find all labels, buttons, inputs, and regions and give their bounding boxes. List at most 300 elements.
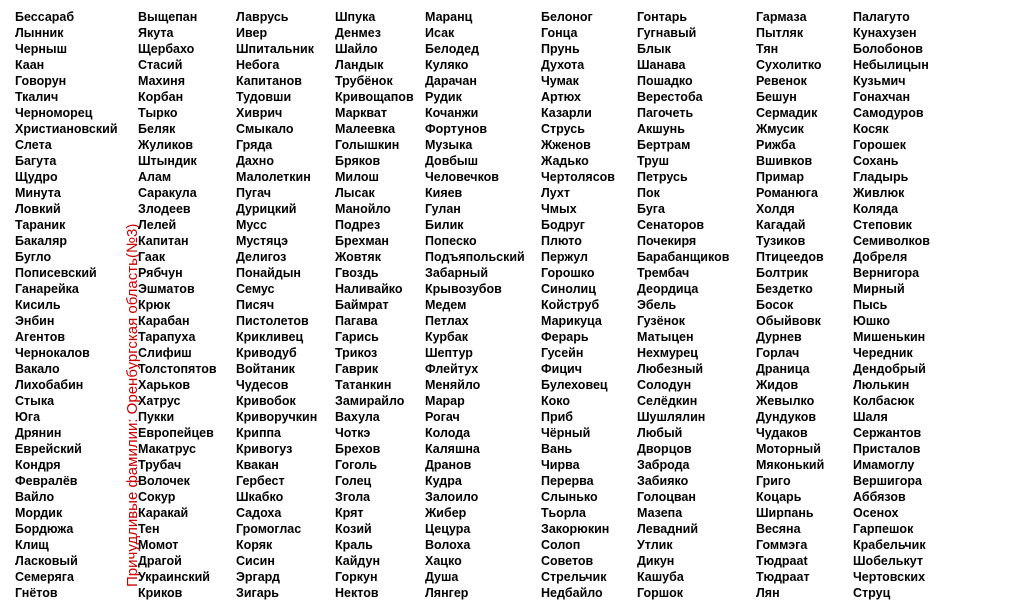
surname-item: Медем — [425, 298, 467, 312]
surname-item: Петлах — [425, 314, 469, 328]
surname-item: Гулан — [425, 202, 461, 216]
surname-item: Горшок — [637, 586, 684, 600]
surname-item: Еврейский — [15, 442, 82, 456]
surname-column-3 — [236, 9, 317, 601]
surname-item: Трикоз — [335, 346, 378, 360]
surname-item: Крят — [335, 506, 364, 520]
surname-item: Закорюкин — [541, 522, 610, 536]
surname-item: Шаля — [853, 410, 888, 424]
surname-item: Ласковый — [15, 554, 78, 568]
surname-item: Минута — [15, 186, 61, 200]
surname-item: Бордюжа — [15, 522, 74, 536]
surname-item: Духота — [541, 58, 585, 72]
surname-item: Тырко — [138, 106, 178, 120]
surname-item: Самодуров — [853, 106, 924, 120]
surname-item: Пагочеть — [637, 106, 694, 120]
surname-item: Тен — [138, 522, 160, 536]
surname-item: Вакало — [15, 362, 60, 376]
surname-item: Кияев — [425, 186, 463, 200]
surname-item: Пок — [637, 186, 660, 200]
surname-item: Вернигора — [853, 266, 920, 280]
surname-item: Матыцен — [637, 330, 694, 344]
surname-item: Болобонов — [853, 42, 923, 56]
surname-item: Рябчун — [138, 266, 183, 280]
surname-item: Белоног — [541, 10, 593, 24]
surname-item: Чёрный — [541, 426, 591, 440]
surname-item: Мордик — [15, 506, 63, 520]
surname-item: Криводуб — [236, 346, 297, 360]
surname-item: Юшко — [853, 314, 891, 328]
surname-item: Шушлялин — [637, 410, 706, 424]
surname-item: Подъяпольский — [425, 250, 525, 264]
surname-item: Хиврич — [236, 106, 283, 120]
surname-item: Аббязов — [853, 490, 906, 504]
surname-item: Мяконький — [756, 458, 825, 472]
vertical-title: Причудливые фамилии: Оренбургская область(№3) — [124, 223, 141, 587]
surname-item: Семиволков — [853, 234, 930, 248]
surname-item: Багута — [15, 154, 57, 168]
surname-item: Труш — [637, 154, 670, 168]
surname-item: Приб — [541, 410, 574, 424]
surname-item: Небога — [236, 58, 280, 72]
surname-item: Кузьмич — [853, 74, 906, 88]
surname-item: Жженов — [541, 138, 591, 152]
surname-item: Голоцван — [637, 490, 696, 504]
surname-item: Сокур — [138, 490, 176, 504]
surname-item: Нектов — [335, 586, 379, 600]
surname-item: Гузёнок — [637, 314, 686, 328]
surname-item: Струсь — [541, 122, 585, 136]
surname-item: Живлюк — [853, 186, 905, 200]
surname-item: Украинский — [138, 570, 210, 584]
surname-item: Курбак — [425, 330, 468, 344]
surname-item: Малолеткин — [236, 170, 311, 184]
surname-item: Гарпешок — [853, 522, 914, 536]
surname-item: Коцарь — [756, 490, 802, 504]
surname-column-4 — [335, 9, 414, 601]
surname-item: Каляшна — [425, 442, 480, 456]
surname-item: Волоха — [425, 538, 471, 552]
surname-item: Эбель — [637, 298, 677, 312]
surname-item: Крывозубов — [425, 282, 502, 296]
surname-item: Верестоба — [637, 90, 703, 104]
surname-item: Сохань — [853, 154, 899, 168]
surname-item: Христиановский — [15, 122, 118, 136]
surname-item: Драгой — [138, 554, 182, 568]
surname-item: Волочек — [138, 474, 190, 488]
surname-item: Деордица — [637, 282, 699, 296]
surname-item: Гонтарь — [637, 10, 688, 24]
surname-item: Пугач — [236, 186, 272, 200]
surname-item: Кудра — [425, 474, 462, 488]
surname-item: Ферарь — [541, 330, 589, 344]
surname-item: Квакан — [236, 458, 279, 472]
surname-item: Криков — [138, 586, 183, 600]
surname-item: Слифиш — [138, 346, 192, 360]
surname-item: Эргард — [236, 570, 280, 584]
surname-item: Кочанжи — [425, 106, 479, 120]
surname-item: Селёдкин — [637, 394, 698, 408]
surname-item: Моторный — [756, 442, 821, 456]
surname-column-9 — [853, 9, 930, 601]
surname-item: Палагуто — [853, 10, 910, 24]
surname-item: Дурнев — [756, 330, 802, 344]
surname-item: Пысь — [853, 298, 888, 312]
surname-item: Акшунь — [637, 122, 685, 136]
surname-item: Войтаник — [236, 362, 295, 376]
surname-item: Сухолитко — [756, 58, 822, 72]
surname-item: Бешун — [756, 90, 797, 104]
surname-item: Гоголь — [335, 458, 378, 472]
surname-item: Семеряга — [15, 570, 74, 584]
surname-item: Наливайко — [335, 282, 403, 296]
surname-item: Степовик — [853, 218, 912, 232]
surname-item: Перерва — [541, 474, 594, 488]
surname-item: Саракула — [138, 186, 197, 200]
surname-item: Штындик — [138, 154, 197, 168]
surname-item: Драница — [756, 362, 810, 376]
surname-item: Примар — [756, 170, 804, 184]
surname-item: Замирайло — [335, 394, 405, 408]
surname-item: Гаврик — [335, 362, 379, 376]
surname-item: Левадний — [637, 522, 699, 536]
surname-item: Махиня — [138, 74, 185, 88]
surname-item: Куляко — [425, 58, 469, 72]
surname-item: Струц — [853, 586, 891, 600]
surname-item: Марикуца — [541, 314, 602, 328]
surname-item: Коряк — [236, 538, 273, 552]
surname-item: Черныш — [15, 42, 68, 56]
surname-item: Гонца — [541, 26, 578, 40]
surname-item: Дрянин — [15, 426, 62, 440]
surname-item: Казарли — [541, 106, 592, 120]
surname-item: Бакаляр — [15, 234, 68, 248]
surname-item: Гармаза — [756, 10, 807, 24]
surname-item: Босок — [756, 298, 794, 312]
surname-item: Якута — [138, 26, 174, 40]
surname-item: Говорун — [15, 74, 67, 88]
surname-item: Жибер — [425, 506, 467, 520]
surname-item: Нехмурец — [637, 346, 698, 360]
surname-item: Лян — [756, 586, 780, 600]
surname-item: Злодеев — [138, 202, 191, 216]
surname-item: Кунахузен — [853, 26, 917, 40]
surname-item: Маранц — [425, 10, 473, 24]
surname-item: Европейцев — [138, 426, 214, 440]
surname-item: Синолиц — [541, 282, 596, 296]
surname-item: Прунь — [541, 42, 580, 56]
surname-item: Чирва — [541, 458, 580, 472]
surname-item: Толстопятов — [138, 362, 217, 376]
surname-item: Момот — [138, 538, 179, 552]
surname-item: Карабан — [138, 314, 190, 328]
surname-column-6 — [541, 9, 615, 601]
surname-item: Гвоздь — [335, 266, 379, 280]
surname-item: Лухт — [541, 186, 570, 200]
surname-item: Ревенок — [756, 74, 807, 88]
surname-item: Весяна — [756, 522, 801, 536]
surname-item: Душа — [425, 570, 459, 584]
surname-item: Брехман — [335, 234, 389, 248]
surname-item: Бряков — [335, 154, 381, 168]
surname-item: Дранов — [425, 458, 472, 472]
surname-column-1 — [15, 9, 118, 601]
surname-item: Гарись — [335, 330, 379, 344]
surname-item: Рижба — [756, 138, 796, 152]
surname-item: Лихобабин — [15, 378, 84, 392]
surname-item: Шпитальник — [236, 42, 314, 56]
surname-item: Татанкин — [335, 378, 392, 392]
surname-item: Садоха — [236, 506, 282, 520]
surname-item: Человечков — [425, 170, 499, 184]
surname-item: Недбайло — [541, 586, 603, 600]
surname-item: Криворучкин — [236, 410, 318, 424]
surname-item: Пагава — [335, 314, 378, 328]
surname-column-7 — [637, 9, 729, 601]
surname-item: Фицич — [541, 362, 582, 376]
surname-item: Чернокалов — [15, 346, 90, 360]
surname-item: Сермадик — [756, 106, 818, 120]
surname-item: Алам — [138, 170, 172, 184]
surname-item: Тарапуха — [138, 330, 196, 344]
surname-item: Шкабко — [236, 490, 284, 504]
surname-item: Козий — [335, 522, 372, 536]
surname-item: Кривобок — [236, 394, 296, 408]
surname-item: Гнётов — [15, 586, 58, 600]
surname-item: Ловкий — [15, 202, 61, 216]
surname-item: Кривощапов — [335, 90, 414, 104]
surname-item: Забарный — [425, 266, 489, 280]
surname-item: Лынник — [15, 26, 64, 40]
surname-item: Крабельчик — [853, 538, 926, 552]
surname-item: Бессараб — [15, 10, 75, 24]
surname-item: Солоп — [541, 538, 581, 552]
surname-item: Выщепан — [138, 10, 198, 24]
surname-item: Холдя — [756, 202, 795, 216]
surname-item: Краль — [335, 538, 373, 552]
surname-item: Имамоглу — [853, 458, 915, 472]
surname-item: Лысак — [335, 186, 375, 200]
surname-item: Згола — [335, 490, 371, 504]
surname-item: Булеховец — [541, 378, 608, 392]
surname-item: Пукки — [138, 410, 175, 424]
surname-item: Ганарейка — [15, 282, 79, 296]
surname-item: Бертрам — [637, 138, 691, 152]
surname-item: Громоглас — [236, 522, 302, 536]
surname-item: Заброда — [637, 458, 690, 472]
surname-item: Эшматов — [138, 282, 195, 296]
surname-item: Ширпань — [756, 506, 814, 520]
surname-item: Пытляк — [756, 26, 804, 40]
surname-item: Небылицын — [853, 58, 929, 72]
surname-item: Понайдын — [236, 266, 301, 280]
surname-item: Музыка — [425, 138, 473, 152]
surname-item: Рогач — [425, 410, 460, 424]
surname-item: Беляк — [138, 122, 176, 136]
surname-item: Птицеедов — [756, 250, 824, 264]
surname-item: Пистолетов — [236, 314, 309, 328]
surname-item: Агентов — [15, 330, 66, 344]
surname-item: Бугло — [15, 250, 52, 264]
surname-item: Крикливец — [236, 330, 304, 344]
surname-item: Вершигора — [853, 474, 922, 488]
surname-item: Писяч — [236, 298, 275, 312]
surname-item: Присталов — [853, 442, 921, 456]
surname-item: Шептур — [425, 346, 473, 360]
surname-item: Исак — [425, 26, 455, 40]
surname-item: Стыка — [15, 394, 55, 408]
surname-item: Билик — [425, 218, 464, 232]
surname-item: Харьков — [138, 378, 191, 392]
surname-item: Коко — [541, 394, 570, 408]
surname-item: Криппа — [236, 426, 282, 440]
surname-column-5 — [425, 9, 525, 601]
surname-column-8 — [756, 9, 824, 601]
surname-item: Почекиря — [637, 234, 697, 248]
surname-item: Чудаков — [756, 426, 808, 440]
surname-item: Кисиль — [15, 298, 61, 312]
surname-item: Стрельчик — [541, 570, 607, 584]
surname-item: Пописевский — [15, 266, 97, 280]
surname-item: Горошко — [541, 266, 595, 280]
surname-item: Жадько — [541, 154, 589, 168]
surname-item: Кайдун — [335, 554, 381, 568]
surname-item: Люлькин — [853, 378, 910, 392]
surname-item: Стасий — [138, 58, 183, 72]
surname-item: Гугнавый — [637, 26, 697, 40]
surname-item: Забияко — [637, 474, 689, 488]
surname-item: Тян — [756, 42, 779, 56]
surname-item: Капитанов — [236, 74, 302, 88]
surname-item: Залоило — [425, 490, 479, 504]
surname-item: Щудро — [15, 170, 58, 184]
surname-item: Чередник — [853, 346, 913, 360]
surname-item: Обыйвовк — [756, 314, 821, 328]
surname-item: Мишенькин — [853, 330, 926, 344]
surname-item: Бездетко — [756, 282, 813, 296]
surname-item: Петрусь — [637, 170, 688, 184]
surname-item: Дворцов — [637, 442, 692, 456]
surname-item: Щербахо — [138, 42, 195, 56]
surname-item: Цецура — [425, 522, 471, 536]
surname-item: Тьорла — [541, 506, 587, 520]
surname-item: Дундуков — [756, 410, 817, 424]
surname-item: Осенох — [853, 506, 899, 520]
surname-item: Дендобрый — [853, 362, 926, 376]
surname-item: Любезный — [637, 362, 704, 376]
surname-item: Гербест — [236, 474, 285, 488]
surname-item: Блык — [637, 42, 671, 56]
surname-item: Буга — [637, 202, 665, 216]
surname-item: Лаврусь — [236, 10, 289, 24]
surname-item: Макатрус — [138, 442, 196, 456]
surname-item: Флейтух — [425, 362, 479, 376]
surname-item: Лянгер — [425, 586, 469, 600]
surname-item: Гаак — [138, 250, 166, 264]
surname-item: Сенаторов — [637, 218, 705, 232]
surname-item: Жевылко — [756, 394, 815, 408]
surname-item: Мусс — [236, 218, 267, 232]
surname-item: Сисин — [236, 554, 275, 568]
surname-item: Артюх — [541, 90, 581, 104]
surname-item: Советов — [541, 554, 594, 568]
surname-item: Кондря — [15, 458, 61, 472]
surname-item: Рудик — [425, 90, 462, 104]
surname-item: Меняйло — [425, 378, 481, 392]
surname-item: Брехов — [335, 442, 381, 456]
surname-item: Колода — [425, 426, 471, 440]
surname-item: Хацко — [425, 554, 462, 568]
surname-item: Лелей — [138, 218, 177, 232]
surname-item: Косяк — [853, 122, 889, 136]
surname-item: Солодун — [637, 378, 692, 392]
surname-item: Горошек — [853, 138, 906, 152]
surname-item: Чертолясов — [541, 170, 615, 184]
surname-item: Тюдрааt — [756, 554, 808, 568]
surname-item: Любый — [637, 426, 683, 440]
surname-item: Семус — [236, 282, 275, 296]
surname-item: Слынько — [541, 490, 598, 504]
surname-item: Шобелькут — [853, 554, 923, 568]
surname-item: Белодед — [425, 42, 480, 56]
surname-item: Сержантов — [853, 426, 922, 440]
surname-item: Добреля — [853, 250, 908, 264]
surname-item: Григо — [756, 474, 791, 488]
surname-item: Каракай — [138, 506, 189, 520]
surname-item: Пошадко — [637, 74, 693, 88]
surname-item: Мустяцэ — [236, 234, 289, 248]
surname-item: Трубёнок — [335, 74, 393, 88]
surname-item: Зигарь — [236, 586, 279, 600]
surname-column-2 — [138, 9, 217, 601]
surname-item: Жовтяк — [335, 250, 381, 264]
surname-item: Каан — [15, 58, 45, 72]
surname-item: Дарачан — [425, 74, 477, 88]
surname-item: Шанава — [637, 58, 686, 72]
surname-item: Чмых — [541, 202, 577, 216]
surname-item: Корбан — [138, 90, 184, 104]
surname-item: Мирный — [853, 282, 905, 296]
surname-item: Гусейн — [541, 346, 584, 360]
surname-item: Дахно — [236, 154, 274, 168]
surname-item: Кагадай — [756, 218, 806, 232]
surname-item: Тудовши — [236, 90, 292, 104]
surname-item: Шайло — [335, 42, 378, 56]
surname-item: Трубач — [138, 458, 182, 472]
surname-item: Бодруг — [541, 218, 586, 232]
surname-item: Болтрик — [756, 266, 808, 280]
surname-item: Мазепа — [637, 506, 683, 520]
surname-item: Ландык — [335, 58, 384, 72]
surname-item: Трембач — [637, 266, 690, 280]
surname-item: Капитан — [138, 234, 189, 248]
surname-item: Тузиков — [756, 234, 806, 248]
surname-item: Подрез — [335, 218, 381, 232]
surname-item: Вайло — [15, 490, 55, 504]
surname-item: Койструб — [541, 298, 600, 312]
surname-item: Клищ — [15, 538, 49, 552]
surname-item: Марар — [425, 394, 465, 408]
surname-item: Гонахчан — [853, 90, 911, 104]
surname-item: Коляда — [853, 202, 899, 216]
surname-item: Голышкин — [335, 138, 400, 152]
surname-item: Фортунов — [425, 122, 488, 136]
surname-item: Гоммэга — [756, 538, 808, 552]
surname-item: Романюга — [756, 186, 818, 200]
surname-item: Баймрат — [335, 298, 389, 312]
surname-item: Вань — [541, 442, 573, 456]
surname-item: Кашуба — [637, 570, 684, 584]
